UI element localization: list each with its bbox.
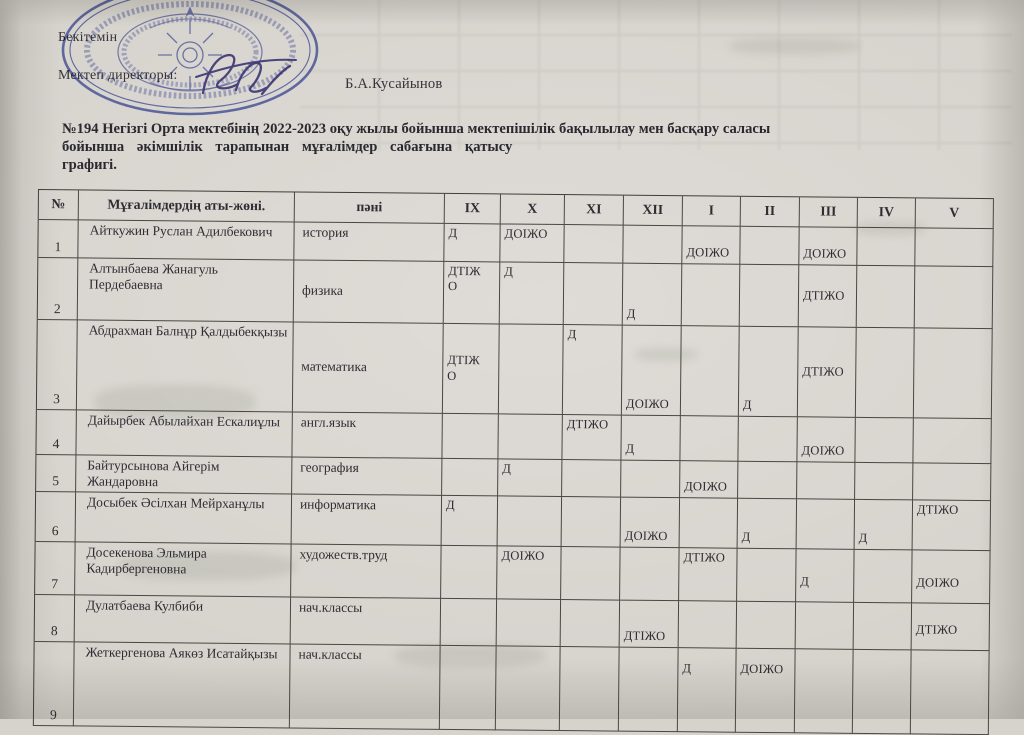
subject: нач.классы (291, 597, 441, 645)
teacher-name: Абдрахман Балнұр Қалдыбекқызы (77, 320, 294, 412)
teacher-name: Досыбек Әсілхан Мейрханұлы (76, 492, 292, 544)
mark-cell-I (682, 264, 741, 327)
attendance-mark: ДТІЖО (623, 628, 666, 643)
mark-cell-III (797, 462, 855, 500)
column-header-II: II (741, 197, 800, 228)
attendance-mark: ДТІЖО (447, 353, 481, 383)
mark-cell-I (680, 461, 738, 499)
mark-cell-IX (444, 224, 500, 263)
attendance-mark: Д (504, 264, 514, 279)
mark-cell-X (497, 599, 561, 647)
teacher-name: Дулатбаева Кулбиби (75, 595, 291, 644)
attendance-mark: Д (800, 573, 810, 589)
column-header-num: № (39, 190, 79, 220)
mark-cell-II (736, 649, 796, 734)
mark-cell-V (912, 603, 990, 651)
mark-cell-II (739, 327, 799, 418)
mark-cell-X (499, 324, 564, 415)
attendance-mark: Д (625, 441, 635, 456)
attendance-mark: ДТІЖО (802, 364, 844, 379)
teacher-name: Дайырбек Абылайхан Ескалиұлы (76, 410, 292, 457)
teacher-name: Алтынбаева Жанагуль Пердебаевна (78, 258, 295, 322)
mark-cell-II (738, 499, 797, 550)
teacher-name: Жеткергенова Аякөз Исатайқызы (74, 642, 291, 728)
mark-cell-II (737, 549, 797, 603)
column-header-IX: IX (445, 194, 501, 225)
mark-cell-XI (564, 263, 624, 326)
attendance-mark: Д (567, 327, 577, 342)
attendance-mark: Д (858, 530, 868, 545)
mark-cell-X (498, 496, 562, 547)
show-through-smudge (730, 38, 860, 54)
column-header-name: Мұғалімдердің аты-жөні. (79, 190, 295, 222)
mark-cell-III (797, 417, 855, 463)
row-number: 5 (36, 455, 76, 492)
mark-cell-XII (622, 326, 682, 417)
mark-cell-IX (444, 262, 501, 325)
attendance-mark: ДТІЖО (566, 417, 609, 432)
approve-label: Бекітемін (58, 30, 118, 45)
mark-cell-I (682, 226, 740, 265)
mark-cell-V (912, 550, 991, 604)
attendance-mark: ДОІЖО (624, 528, 668, 543)
attendance-mark: Д (448, 225, 458, 241)
mark-cell-XII (620, 601, 679, 649)
column-header-III: III (800, 197, 858, 228)
mark-cell-I (679, 548, 738, 602)
mark-cell-X (496, 646, 561, 731)
mark-cell-X (500, 262, 565, 325)
mark-cell-IX (443, 324, 500, 415)
attendance-mark: ДТІЖО (802, 288, 845, 303)
mark-cell-III (799, 227, 857, 266)
subject: история (294, 222, 444, 261)
mark-cell-XI (564, 225, 623, 264)
mark-cell-III (795, 649, 854, 734)
mark-cell-XII (621, 498, 680, 549)
mark-cell-X (500, 224, 564, 263)
mark-cell-II (738, 417, 797, 463)
attendance-mark: ДОІЖО (504, 226, 548, 241)
mark-cell-II (740, 227, 799, 266)
mark-cell-II (740, 265, 800, 328)
mark-cell-X (498, 459, 562, 497)
mark-cell-I (679, 601, 737, 649)
column-header-X: X (501, 194, 565, 225)
row-number: 2 (38, 258, 79, 320)
attendance-mark: Д (502, 461, 512, 476)
subject: география (292, 457, 442, 495)
mark-cell-XI (562, 415, 621, 461)
row-number: 8 (35, 595, 75, 642)
mark-cell-XI (562, 460, 621, 498)
row-number: 3 (37, 320, 78, 410)
attendance-mark: ДОІЖО (740, 661, 784, 677)
attendance-table (33, 189, 994, 735)
mark-cell-IX (441, 599, 497, 647)
mark-cell-IX (442, 459, 498, 497)
attendance-mark: ДТІЖО (683, 550, 726, 565)
mark-cell-I (680, 416, 738, 462)
mark-cell-IV (857, 266, 916, 329)
mark-cell-IV (855, 463, 913, 501)
mark-cell-III (799, 265, 858, 328)
column-header-XI: XI (565, 195, 624, 226)
attendance-mark: ДОІЖО (625, 396, 669, 411)
document-title (62, 121, 997, 174)
mark-cell-XI (561, 600, 620, 648)
mark-cell-I (680, 498, 738, 549)
attendance-mark: ДОІЖО (684, 478, 728, 494)
mark-cell-IV (857, 228, 915, 267)
mark-cell-V (915, 266, 994, 329)
mark-cell-IX (442, 496, 498, 547)
mark-cell-XII (621, 461, 680, 499)
attendance-mark: ДТІЖО (448, 263, 481, 294)
mark-cell-XII (621, 416, 680, 462)
subject: англ.язык (292, 412, 442, 458)
mark-cell-IV (855, 500, 913, 551)
attendance-mark: Д (682, 661, 692, 676)
column-header-I: I (683, 196, 741, 227)
mark-cell-X (497, 546, 562, 600)
mark-cell-XII (623, 226, 682, 265)
title-line: графигі. (62, 156, 117, 173)
subject: нач.классы (290, 644, 441, 729)
title-line: №194 Негізгі Орта мектебінің 2022-2023 оқу жылы бойынша мектепішілік бақылылау мен басқару саласы (62, 121, 771, 137)
mark-cell-III (798, 327, 857, 418)
teacher-name: Байтурсынова Айгерім Жандаровна (76, 455, 292, 494)
teacher-name: Айткужин Руслан Адилбекович (78, 220, 294, 260)
attendance-mark: Д (741, 529, 751, 544)
column-header-IV: IV (858, 198, 916, 229)
attendance-mark: ДОІЖО (803, 245, 847, 261)
row-number: 1 (38, 220, 78, 258)
mark-cell-XII (620, 548, 680, 602)
mark-cell-XI (561, 547, 621, 601)
mark-cell-II (738, 462, 797, 500)
mark-cell-IX (442, 414, 498, 460)
row-number: 9 (34, 642, 75, 726)
attendance-mark: ДОІЖО (916, 575, 960, 590)
mark-cell-IV (855, 418, 913, 464)
title-line: бойынша әкімшілік тарапынан мұғалімдер сабағына қатысу (62, 138, 513, 155)
subject: физика (294, 260, 445, 323)
mark-cell-II (737, 602, 796, 650)
attendance-mark: ДОІЖО (686, 244, 730, 260)
mark-cell-IX (440, 646, 497, 731)
mark-cell-V (913, 418, 991, 464)
mark-cell-IV (854, 603, 912, 651)
mark-cell-III (796, 549, 855, 603)
mark-cell-X (498, 414, 562, 460)
mark-cell-V (913, 463, 991, 501)
attendance-mark: Д (445, 497, 455, 513)
mark-cell-I (678, 648, 737, 733)
row-number: 6 (36, 492, 76, 542)
column-header-subject: пәні (295, 192, 445, 223)
mark-cell-IV (854, 550, 913, 604)
mark-cell-III (796, 602, 854, 650)
teacher-name: Досекенова Эльмира Кадирбергеновна (75, 542, 291, 597)
mark-cell-V (915, 228, 993, 267)
mark-cell-XI (562, 497, 621, 548)
mark-cell-XII (623, 264, 683, 327)
attendance-mark: ДОІЖО (501, 548, 545, 563)
attendance-mark: ДОІЖО (801, 442, 845, 458)
mark-cell-IX (441, 546, 498, 600)
mark-cell-IV (856, 328, 915, 419)
attendance-mark: Д (626, 306, 636, 321)
attendance-mark: ДТІЖО (915, 622, 958, 637)
subject: художеств.труд (291, 544, 442, 598)
attendance-mark: ДТІЖО (916, 502, 959, 517)
row-number: 7 (35, 542, 76, 595)
subject: математика (293, 322, 444, 413)
mark-cell-V (914, 328, 993, 419)
mark-cell-XII (619, 648, 679, 733)
mark-cell-V (911, 650, 990, 735)
column-header-XII: XII (624, 196, 683, 227)
column-header-V: V (916, 198, 994, 229)
director-label: Мектеп директоры: (58, 68, 178, 83)
row-number: 4 (36, 410, 76, 455)
mark-cell-IV (853, 650, 912, 735)
mark-cell-I (681, 326, 740, 417)
mark-cell-XI (563, 325, 623, 416)
mark-cell-V (913, 500, 991, 551)
mark-cell-III (797, 499, 855, 550)
attendance-mark: Д (742, 397, 752, 412)
subject: информатика (292, 494, 442, 545)
director-name: Б.А.Кусайынов (345, 76, 443, 92)
